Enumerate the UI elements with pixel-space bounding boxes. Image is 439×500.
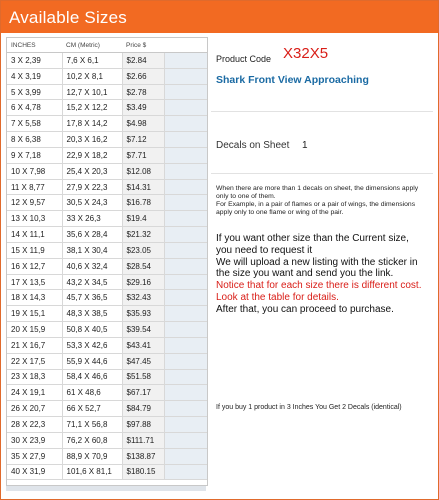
cm-cell: 61 X 48,6 xyxy=(62,385,122,401)
table-row xyxy=(7,353,207,369)
table-row xyxy=(7,432,207,448)
inches-cell: 11 X 8,77 xyxy=(7,179,62,195)
row-fill-cell xyxy=(164,258,207,274)
table-row xyxy=(7,322,207,338)
request-line: We will upload a new listing with the sticker in xyxy=(216,256,418,268)
custom-size-request-text xyxy=(216,233,438,316)
inches-cell: 4 X 3,19 xyxy=(7,68,62,84)
price-cell: $51.58 xyxy=(122,369,164,385)
inches-cell: 24 X 19,1 xyxy=(7,385,62,401)
inches-cell: 22 X 17,5 xyxy=(7,353,62,369)
table-row xyxy=(7,242,207,258)
price-cell: $84.79 xyxy=(122,401,164,417)
price-cell: $3.49 xyxy=(122,100,164,116)
inches-cell: 16 X 12,7 xyxy=(7,258,62,274)
table-row xyxy=(7,163,207,179)
price-cell: $14.31 xyxy=(122,179,164,195)
table-row xyxy=(7,258,207,274)
cm-cell: 48,3 X 38,5 xyxy=(62,306,122,322)
price-cell: $43.41 xyxy=(122,337,164,353)
table-row xyxy=(7,84,207,100)
inches-cell: 18 X 14,3 xyxy=(7,290,62,306)
divider xyxy=(211,111,433,112)
size-table-container xyxy=(6,37,208,486)
inches-cell: 20 X 15,9 xyxy=(7,322,62,338)
price-cell: $111.71 xyxy=(122,432,164,448)
table-row xyxy=(7,464,207,480)
row-fill-cell xyxy=(164,116,207,132)
table-row xyxy=(7,448,207,464)
cm-cell: 22,9 X 18,2 xyxy=(62,147,122,163)
divider xyxy=(211,173,433,174)
row-fill-cell xyxy=(164,353,207,369)
price-cell: $138.87 xyxy=(122,448,164,464)
price-cell: $12.08 xyxy=(122,163,164,179)
table-row xyxy=(7,290,207,306)
table-row xyxy=(7,385,207,401)
table-row xyxy=(7,417,207,433)
product-code-label: Product Code xyxy=(216,54,272,64)
price-cell: $2.78 xyxy=(122,84,164,100)
table-row xyxy=(7,227,207,243)
column-header-blank xyxy=(164,38,207,53)
price-cell: $2.66 xyxy=(122,68,164,84)
price-cell: $2.84 xyxy=(122,53,164,69)
table-row xyxy=(7,179,207,195)
cm-cell: 12,7 X 10,1 xyxy=(62,84,122,100)
table-row xyxy=(7,211,207,227)
row-fill-cell xyxy=(164,322,207,338)
table-row xyxy=(7,132,207,148)
inches-cell: 35 X 27,9 xyxy=(7,448,62,464)
price-cell: $7.71 xyxy=(122,147,164,163)
row-fill-cell xyxy=(164,432,207,448)
row-fill-cell xyxy=(164,163,207,179)
row-fill-cell xyxy=(164,53,207,69)
row-fill-cell xyxy=(164,84,207,100)
request-line: After that, you can proceed to purchase. xyxy=(216,303,394,315)
row-fill-cell xyxy=(164,179,207,195)
request-line: If you want other size than the Current size, xyxy=(216,233,409,244)
inches-cell: 30 X 23,9 xyxy=(7,432,62,448)
inches-cell: 15 X 11,9 xyxy=(7,242,62,258)
inches-cell: 14 X 11,1 xyxy=(7,227,62,243)
header-title: Available Sizes xyxy=(9,8,127,27)
inches-cell: 13 X 10,3 xyxy=(7,211,62,227)
inches-cell: 9 X 7,18 xyxy=(7,147,62,163)
table-row xyxy=(7,369,207,385)
table-row xyxy=(7,116,207,132)
row-fill-cell xyxy=(164,369,207,385)
row-fill-cell xyxy=(164,401,207,417)
price-cell: $35.93 xyxy=(122,306,164,322)
row-fill-cell xyxy=(164,242,207,258)
cm-cell: 76,2 X 60,8 xyxy=(62,432,122,448)
request-line: you need to request it xyxy=(216,244,313,256)
size-table xyxy=(7,38,207,480)
table-row xyxy=(7,274,207,290)
table-scroll-strip xyxy=(6,486,206,491)
cm-cell: 35,6 X 28,4 xyxy=(62,227,122,243)
price-cell: $16.78 xyxy=(122,195,164,211)
table-header-row xyxy=(7,38,207,53)
table-row xyxy=(7,401,207,417)
cm-cell: 50,8 X 40,5 xyxy=(62,322,122,338)
inches-cell: 26 X 20,7 xyxy=(7,401,62,417)
price-cell: $19.4 xyxy=(122,211,164,227)
price-cell: $28.54 xyxy=(122,258,164,274)
cm-cell: 101,6 X 81,1 xyxy=(62,464,122,480)
inches-cell: 8 X 6,38 xyxy=(7,132,62,148)
cm-cell: 43,2 X 34,5 xyxy=(62,274,122,290)
request-notice-line: Notice that for each size there is different cost. xyxy=(216,280,422,292)
inches-cell: 6 X 4,78 xyxy=(7,100,62,116)
row-fill-cell xyxy=(164,147,207,163)
inches-cell: 10 X 7,98 xyxy=(7,163,62,179)
cm-cell: 53,3 X 42,6 xyxy=(62,337,122,353)
price-cell: $23.05 xyxy=(122,242,164,258)
buy-note: If you buy 1 product in 3 Inches You Get 2 Decals (identical) xyxy=(216,404,402,411)
row-fill-cell xyxy=(164,195,207,211)
price-cell: $7.12 xyxy=(122,132,164,148)
header-bar xyxy=(1,1,438,33)
cm-cell: 25,4 X 20,3 xyxy=(62,163,122,179)
price-cell: $4.98 xyxy=(122,116,164,132)
cm-cell: 7,6 X 6,1 xyxy=(62,53,122,69)
inches-cell: 19 X 15,1 xyxy=(7,306,62,322)
column-header-inches: INCHES xyxy=(7,38,62,53)
dimension-note xyxy=(216,185,431,217)
cm-cell: 88,9 X 70,9 xyxy=(62,448,122,464)
row-fill-cell xyxy=(164,227,207,243)
table-row xyxy=(7,306,207,322)
row-fill-cell xyxy=(164,464,207,480)
product-code-value: X32X5 xyxy=(283,45,329,62)
inches-cell: 21 X 16,7 xyxy=(7,337,62,353)
cm-cell: 27,9 X 22,3 xyxy=(62,179,122,195)
cm-cell: 66 X 52,7 xyxy=(62,401,122,417)
price-cell: $21.32 xyxy=(122,227,164,243)
table-row xyxy=(7,147,207,163)
cm-cell: 10,2 X 8,1 xyxy=(62,68,122,84)
price-cell: $67.17 xyxy=(122,385,164,401)
row-fill-cell xyxy=(164,68,207,84)
price-cell: $47.45 xyxy=(122,353,164,369)
row-fill-cell xyxy=(164,337,207,353)
cm-cell: 40,6 X 32,4 xyxy=(62,258,122,274)
decals-value: 1 xyxy=(302,140,308,151)
cm-cell: 15,2 X 12,2 xyxy=(62,100,122,116)
price-cell: $97.88 xyxy=(122,417,164,433)
cm-cell: 55,9 X 44,6 xyxy=(62,353,122,369)
price-cell: $180.15 xyxy=(122,464,164,480)
row-fill-cell xyxy=(164,211,207,227)
row-fill-cell xyxy=(164,100,207,116)
cm-cell: 45,7 X 36,5 xyxy=(62,290,122,306)
inches-cell: 12 X 9,57 xyxy=(7,195,62,211)
cm-cell: 30,5 X 24,3 xyxy=(62,195,122,211)
inches-cell: 28 X 22,3 xyxy=(7,417,62,433)
price-cell: $29.16 xyxy=(122,274,164,290)
cm-cell: 58,4 X 46,6 xyxy=(62,369,122,385)
row-fill-cell xyxy=(164,274,207,290)
inches-cell: 7 X 5,58 xyxy=(7,116,62,132)
table-row xyxy=(7,337,207,353)
price-cell: $32.43 xyxy=(122,290,164,306)
request-line: the size you want and send you the link. xyxy=(216,268,394,280)
row-fill-cell xyxy=(164,417,207,433)
price-cell: $39.54 xyxy=(122,322,164,338)
row-fill-cell xyxy=(164,290,207,306)
cm-cell: 20,3 X 16,2 xyxy=(62,132,122,148)
cm-cell: 33 X 26,3 xyxy=(62,211,122,227)
inches-cell: 40 X 31,9 xyxy=(7,464,62,480)
cm-cell: 17,8 X 14,2 xyxy=(62,116,122,132)
cm-cell: 38,1 X 30,4 xyxy=(62,242,122,258)
table-row xyxy=(7,100,207,116)
row-fill-cell xyxy=(164,132,207,148)
inches-cell: 17 X 13,5 xyxy=(7,274,62,290)
row-fill-cell xyxy=(164,385,207,401)
table-row xyxy=(7,68,207,84)
column-header-price: Price $ xyxy=(122,38,164,53)
inches-cell: 23 X 18,3 xyxy=(7,369,62,385)
row-fill-cell xyxy=(164,448,207,464)
table-row xyxy=(7,195,207,211)
cm-cell: 71,1 X 56,8 xyxy=(62,417,122,433)
inches-cell: 5 X 3,99 xyxy=(7,84,62,100)
table-row xyxy=(7,53,207,69)
product-name: Shark Front View Approaching xyxy=(216,74,369,86)
dimension-note-line: For Example, in a pair of flames or a pair of wings, the dimensions apply only to one flame or wing of the pair. xyxy=(216,201,416,216)
decals-label: Decals on Sheet xyxy=(216,140,290,151)
dimension-note-line: When there are more than 1 decals on sheet, the dimensions apply only to one of them. xyxy=(216,185,419,200)
request-notice-line: Look at the table for details. xyxy=(216,291,339,303)
row-fill-cell xyxy=(164,306,207,322)
column-header-cm: CM (Metric) xyxy=(62,38,122,53)
inches-cell: 3 X 2,39 xyxy=(7,53,62,69)
size-table-body xyxy=(7,53,207,480)
